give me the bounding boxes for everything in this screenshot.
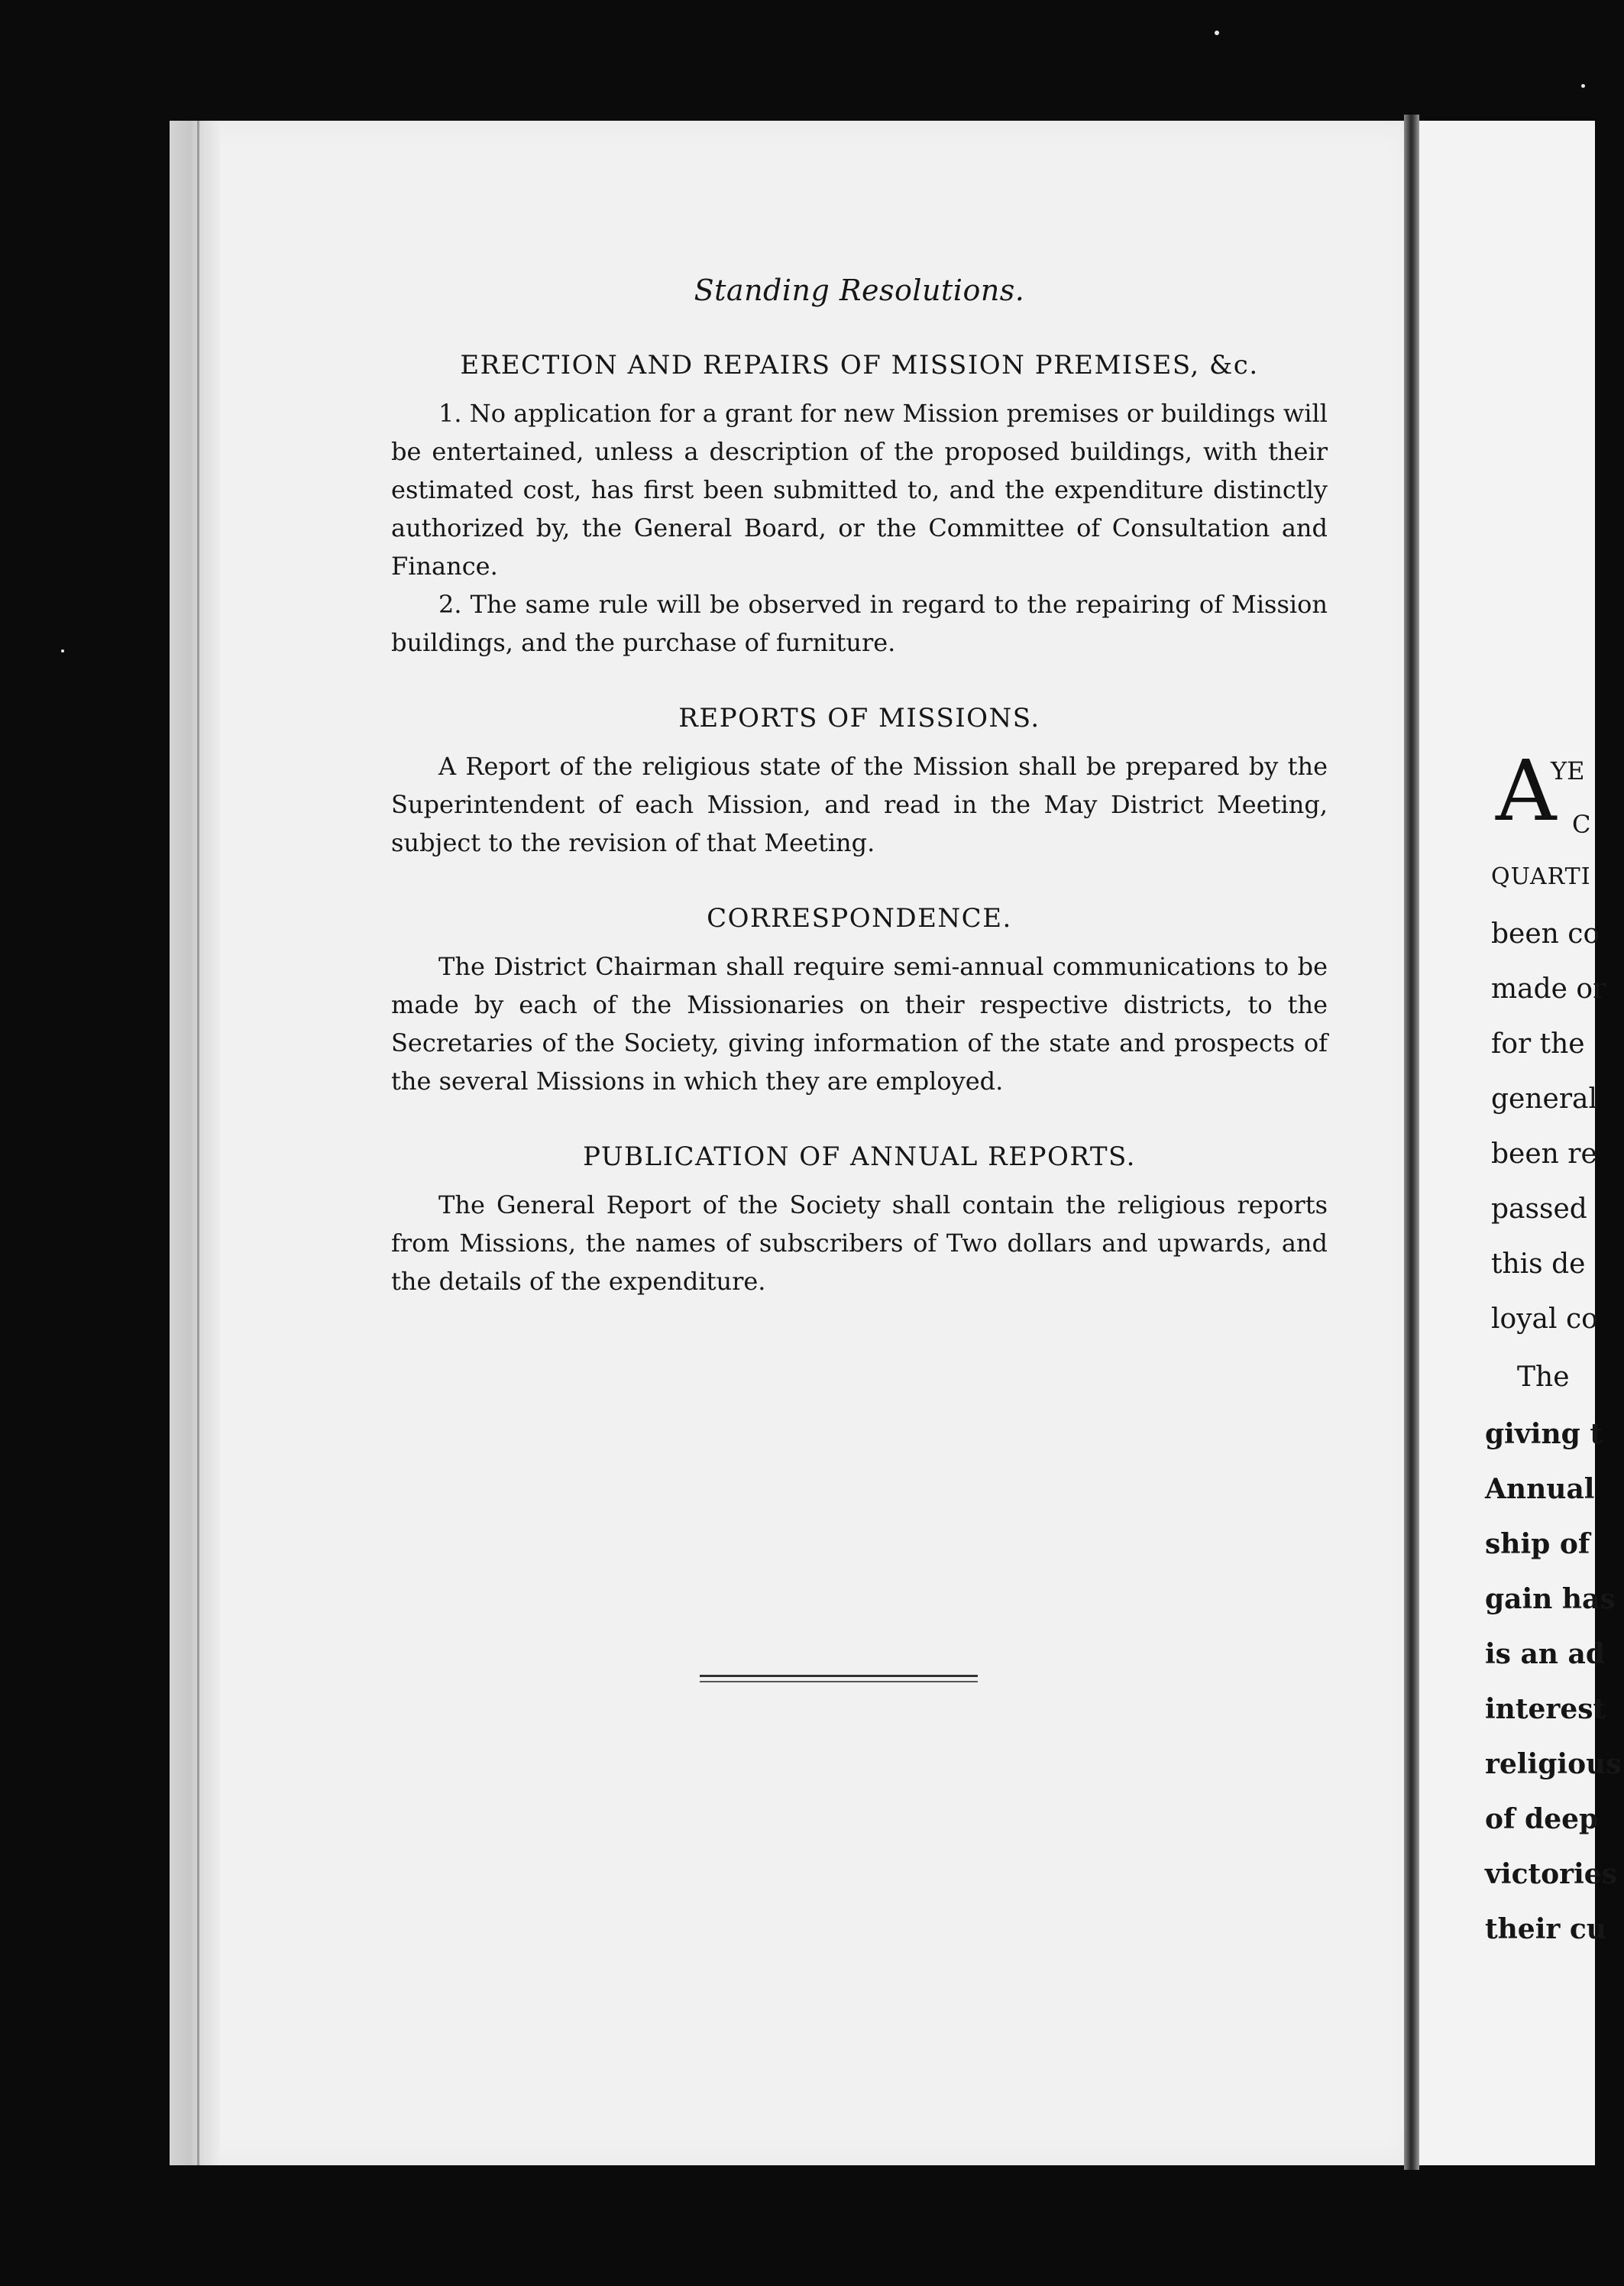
paragraph: The District Chairman shall require semi-annual communications to be made by each of the Missionaries on their respective districts, to the Secretaries of the Society, giving information of the state and prospects of the several Missions in which they are employed. <box>391 952 1328 1096</box>
running-head: Standing Resolutions. <box>694 274 1025 307</box>
right-page-line: been co <box>1491 918 1600 950</box>
right-page-line: victories <box>1485 1858 1617 1890</box>
paragraph: A Report of the religious state of the Mission shall be prepared by the Superintendent of each Mission, and read in the May District Meeting, subject to the revision of that Meeting. <box>391 752 1328 857</box>
right-page-line: their cu <box>1485 1913 1606 1945</box>
section-title-reports: REPORTS OF MISSIONS. <box>678 703 1040 733</box>
section-title-correspondence: CORRESPONDENCE. <box>707 903 1012 934</box>
book-gutter <box>1404 115 1419 2170</box>
scan-speck <box>61 649 64 652</box>
right-page-line: gain has <box>1485 1583 1616 1615</box>
section-title-erection: ERECTION AND REPAIRS OF MISSION PREMISES, &c. <box>460 350 1259 380</box>
paragraph: 2. The same rule will be observed in regard to the repairing of Mission buildings, and the purchase of furniture. <box>391 590 1328 657</box>
left-page-text <box>391 274 1328 1300</box>
right-page-line: made or <box>1491 973 1606 1005</box>
right-page-line: passed <box>1491 1193 1587 1225</box>
right-page-line: QUARTI <box>1491 863 1591 890</box>
right-page-line: interest <box>1485 1693 1606 1725</box>
right-page-line: general <box>1491 1083 1598 1115</box>
right-page-line: giving t <box>1485 1418 1603 1450</box>
right-page-line: been re <box>1491 1138 1597 1170</box>
right-page-line: religious <box>1485 1748 1622 1780</box>
right-page-line: ship of <box>1485 1528 1590 1560</box>
right-page-line: Annual <box>1485 1473 1595 1505</box>
paragraph: The General Report of the Society shall contain the religious reports from Missions, the names of subscribers of Two dollars and upwards, and the details of the expenditure. <box>391 1190 1328 1296</box>
left-page-edge <box>170 121 220 2165</box>
right-page-line: The <box>1517 1362 1570 1393</box>
right-page-line: this de <box>1491 1248 1586 1280</box>
closing-rule <box>700 1675 978 1685</box>
section-title-publication: PUBLICATION OF ANNUAL REPORTS. <box>583 1141 1136 1172</box>
scan-speck <box>1581 84 1585 88</box>
left-page-fold <box>197 121 199 2165</box>
scan-speck <box>1215 31 1219 35</box>
paragraph: 1. No application for a grant for new Mission premises or buildings will be entertained, unless a description of the proposed buildings, with their estimated cost, has first been submitted to, and the expenditure distinctly authorized by, the General Board, or the Committee of Consultation and Finance. <box>391 399 1328 581</box>
right-page-line: for the <box>1491 1028 1585 1060</box>
right-page-line: YE <box>1551 756 1585 785</box>
right-page-line: is an ad <box>1485 1638 1606 1670</box>
right-page-line: loyal co <box>1491 1303 1598 1335</box>
right-page-line: C <box>1572 810 1591 839</box>
drop-cap: A <box>1496 742 1557 840</box>
right-page-line: of deep <box>1485 1803 1599 1835</box>
